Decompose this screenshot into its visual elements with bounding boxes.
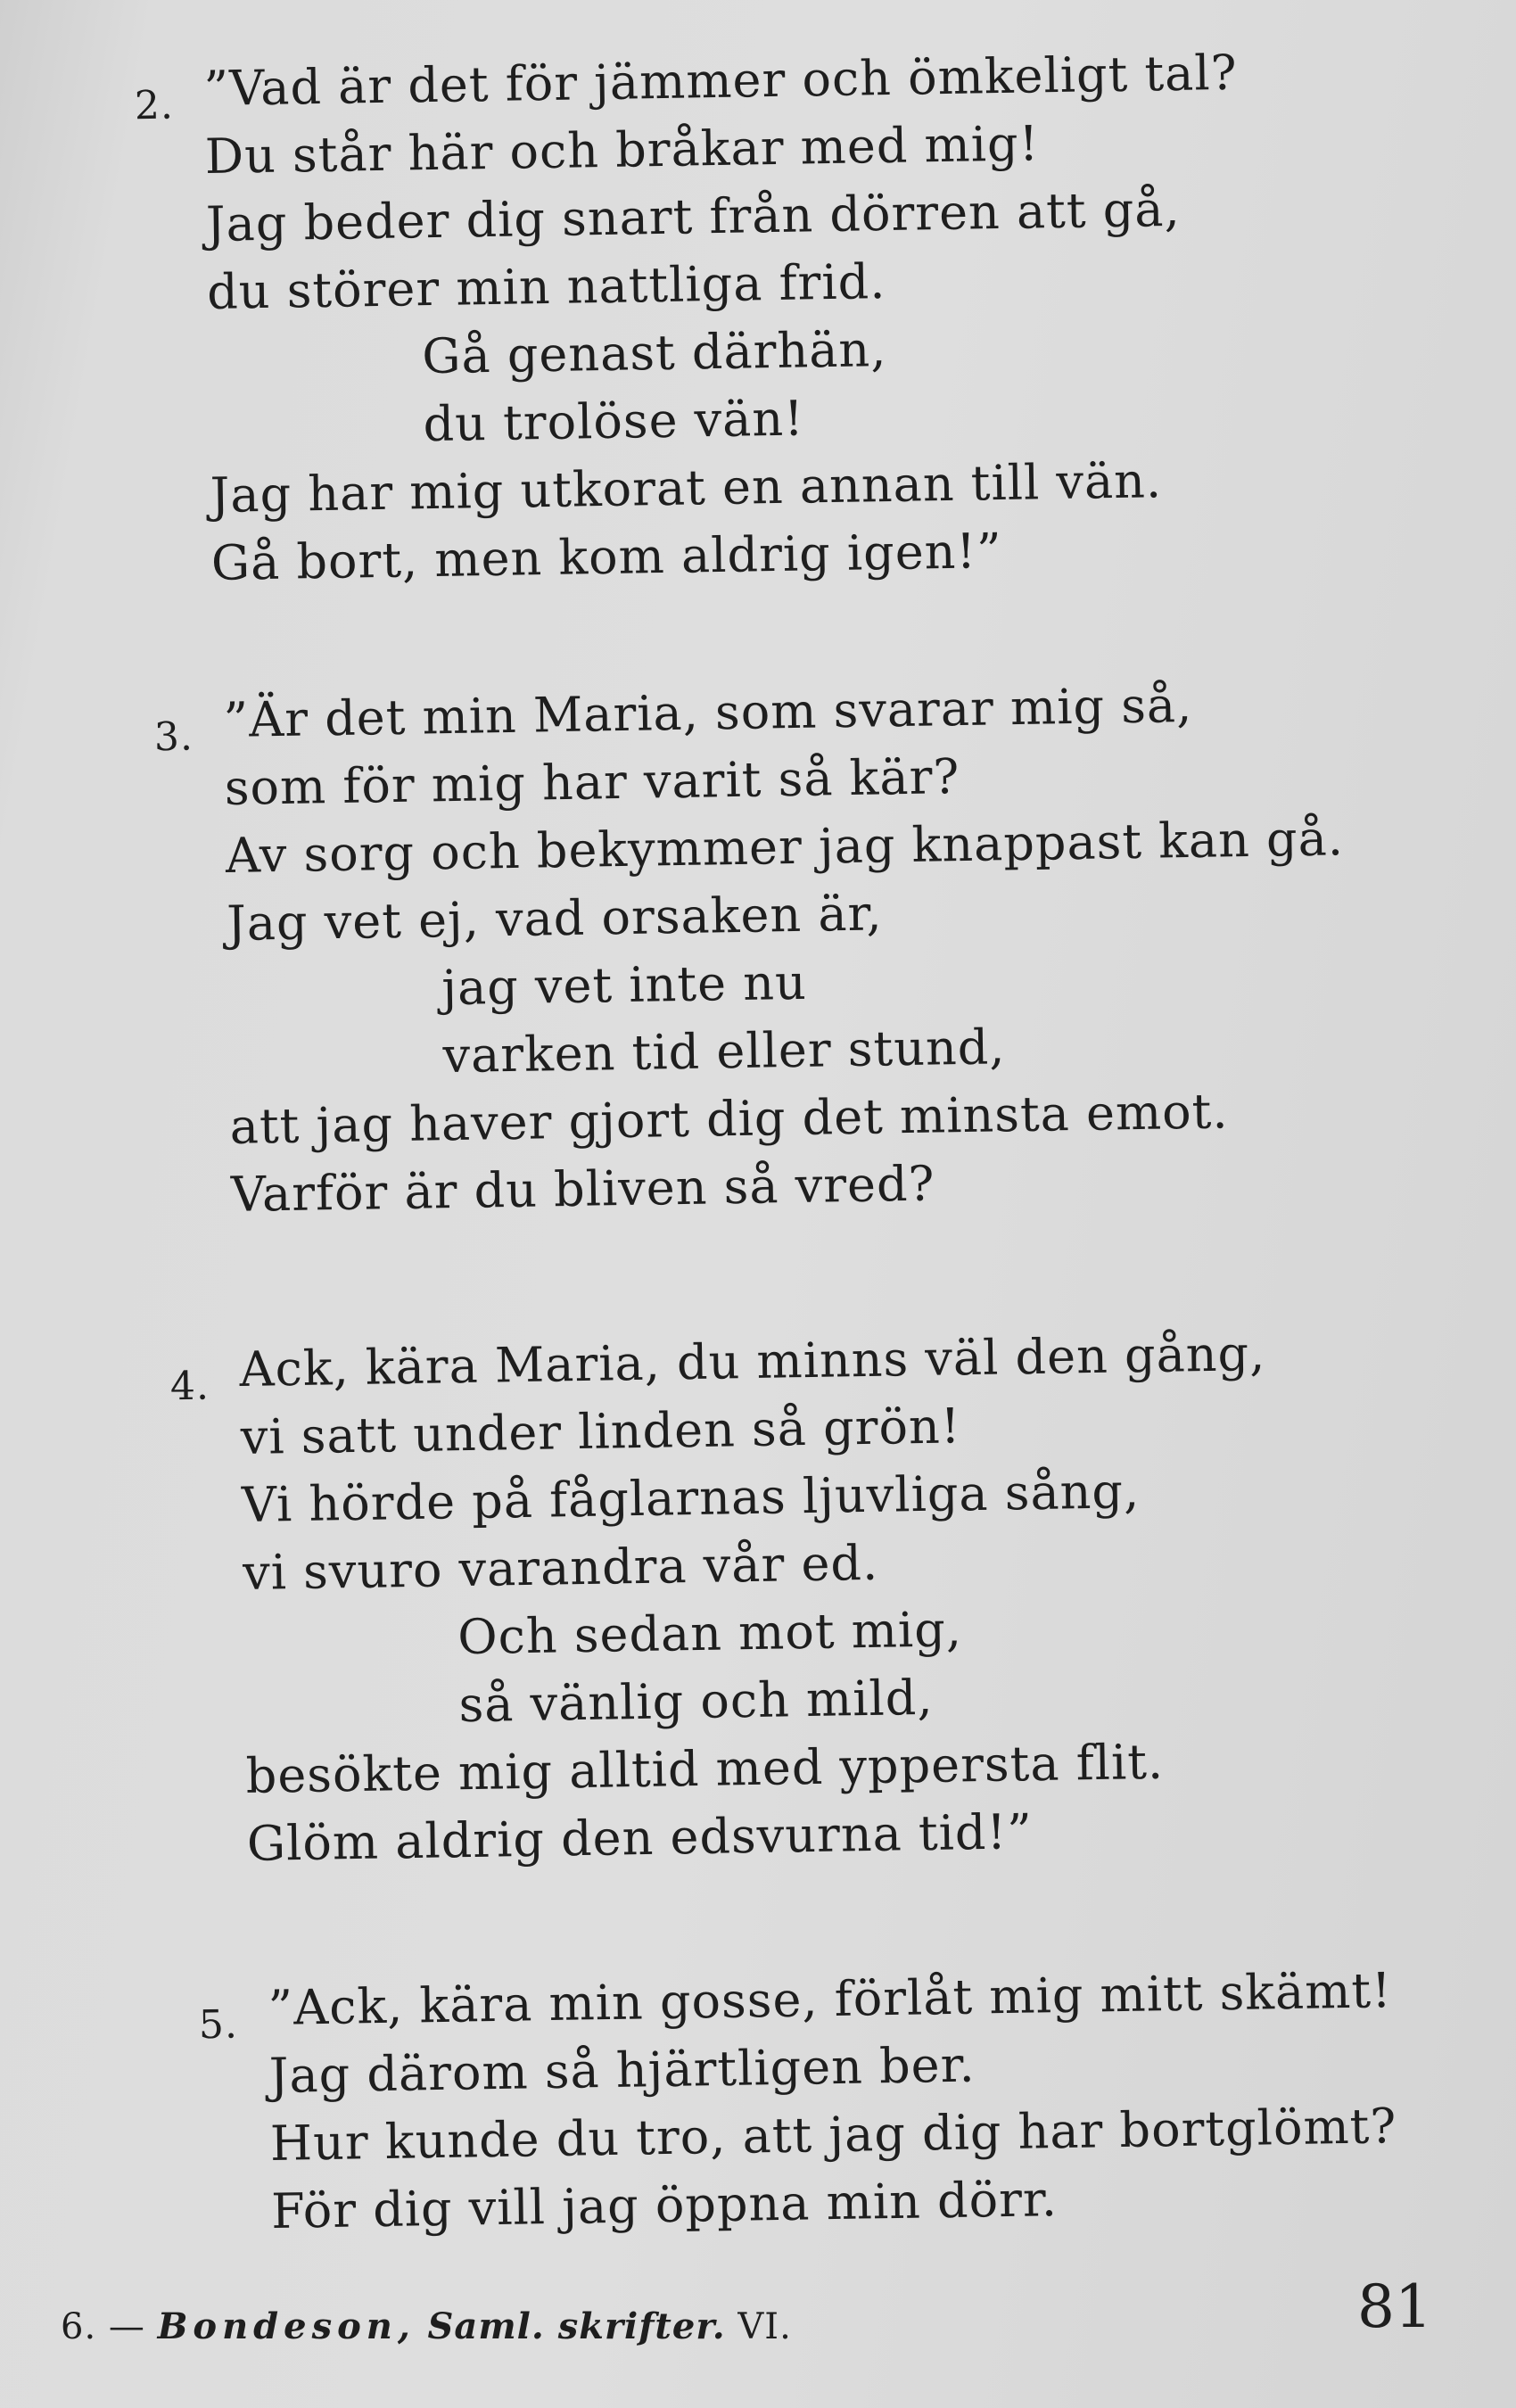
stanza-4 (169, 1320, 1273, 1878)
footer-author: Bondeson, (157, 2305, 416, 2347)
stanza-5 (198, 1957, 1398, 2246)
stanza-2 (134, 39, 1245, 598)
verse-line: ”Ack, kära min gosse, förlåt mig mitt skämt! (268, 1962, 1393, 2036)
verse-line: du störer min nattliga frid. (206, 253, 886, 320)
verse-line-indented: jag vet inte nu (441, 953, 808, 1017)
verse-line: Jag har mig utkorat en annan till vän. (210, 452, 1163, 524)
verse-line: Hur kunde du tro, att jag dig har bortglömt? (269, 2098, 1397, 2172)
verse-line: besökte mig alltid med yppersta flit. (245, 1733, 1165, 1804)
page-footer (61, 2305, 792, 2347)
sheet-signature: 6. — (61, 2306, 145, 2347)
page-number: 81 (1357, 2272, 1432, 2341)
verse-line-indented: så vänlig och mild, (458, 1669, 934, 1734)
verse-line: Du står här och bråkar med mig! (204, 115, 1040, 185)
verse-line: Jag beder dig snart från dörren att gå, (205, 180, 1182, 252)
verse-line: Varför är du bliven så vred? (230, 1155, 935, 1223)
verse-line: För dig vill jag öppna min dörr. (270, 2171, 1059, 2239)
footer-work-title: Saml. skrifter. (427, 2305, 726, 2347)
footer-volume: VI. (737, 2306, 792, 2347)
verse-line: Ack, kära Maria, du minns väl den gång, (239, 1324, 1266, 1398)
verse-line-indented: du trolöse vän! (423, 390, 805, 453)
stanza-number: 3. (153, 713, 194, 761)
verse-line: Jag vet ej, vad orsaken är, (226, 885, 884, 952)
verse-line: ”Är det min Maria, som svarar mig så, (223, 676, 1193, 748)
verse-line: Jag därom så hjärtligen ber. (268, 2036, 976, 2104)
verse-line: att jag haver gjort dig det minsta emot. (229, 1083, 1229, 1155)
verse-line: Gå bort, men kom aldrig igen!” (210, 523, 1003, 591)
verse-line: Av sorg och bekymmer jag knappast kan gå. (225, 810, 1345, 884)
stanza-number: 5. (198, 2001, 239, 2049)
stanza-number: 2. (134, 82, 175, 129)
verse-line-indented: Och sedan mot mig, (457, 1601, 963, 1666)
verse-line: som för mig har varit så kär? (224, 748, 960, 816)
verse-line: vi satt under linden så grön! (240, 1398, 961, 1465)
verse-line: Vi hörde på fåglarnas ljuvliga sång, (241, 1463, 1141, 1533)
stanza-3 (153, 669, 1350, 1229)
verse-line: vi svuro varandra vår ed. (242, 1534, 879, 1601)
verse-line-indented: Gå genast därhän, (421, 321, 887, 385)
verse-line: ”Vad är det för jämmer och ömkeligt tal? (203, 44, 1239, 117)
stanza-number: 4. (169, 1363, 210, 1410)
verse-line: Glöm aldrig den edsvurna tid!” (246, 1803, 1034, 1872)
verse-line-indented: varken tid eller stund, (442, 1018, 1006, 1084)
